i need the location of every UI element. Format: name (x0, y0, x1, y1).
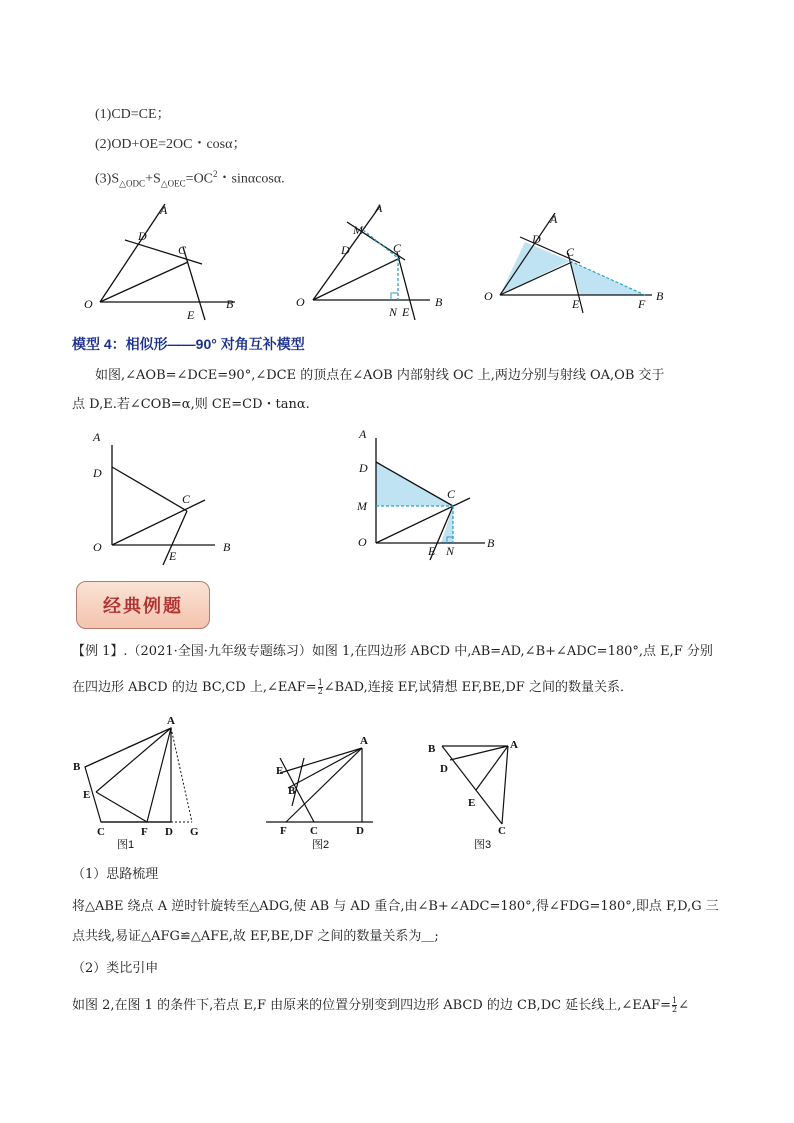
label-O: O (358, 535, 367, 549)
label-A: A (360, 735, 368, 747)
top-figure-2 (285, 192, 455, 327)
label-D: D (440, 763, 448, 775)
label-D: D (359, 461, 368, 475)
label-C: C (566, 245, 575, 259)
label-E: E (83, 789, 91, 801)
label-A: A (359, 427, 367, 441)
label-E: E (187, 308, 195, 322)
label-A: A (167, 715, 175, 727)
label-A: A (93, 430, 101, 444)
top-figure-1 (70, 192, 260, 327)
label-C: C (447, 487, 456, 501)
classic-examples-badge: 经典例题 (76, 581, 210, 629)
formula-3: $(3)S_{\triangle ODC}+S_{\triangle OEC}=OC^2$・sinαcosα. (95, 169, 285, 189)
label-A: A (375, 201, 383, 215)
model4-desc-line2: 点 D,E.若∠COB=α,则 CE=CD・tanα. (72, 397, 310, 412)
figure-caption-3: 图3 (474, 839, 492, 851)
label-A: A (550, 212, 558, 226)
label-B: B (73, 761, 81, 773)
label-O: O (84, 297, 93, 311)
label-C: C (310, 825, 318, 837)
label-B: B (435, 295, 443, 309)
fraction-half: $\frac{1}{2}$ (672, 996, 678, 1014)
part2-line1: 如图 2,在图 1 的条件下,若点 E,F 由原来的位置分别变到四边形 ABCD 的边 CB,DC 延长线上,∠EAF= $\frac{1}{2}$ ∠ (72, 996, 690, 1014)
label-D: D (356, 825, 364, 837)
label-C: C (97, 826, 105, 838)
label-N: N (389, 305, 398, 319)
formula-2: (2)OD+OE=2OC・cosα； (95, 137, 247, 152)
label-D: D (138, 229, 147, 243)
label-B: B (288, 785, 296, 797)
label-D: D (93, 466, 102, 480)
example-figure-1 (65, 710, 215, 855)
example-figure-3 (420, 730, 530, 855)
label-C: C (182, 492, 191, 506)
label-D: D (532, 232, 541, 246)
label-A: A (510, 739, 518, 751)
mid-figure-1 (85, 425, 250, 570)
label-B: B (487, 536, 495, 550)
label-O: O (296, 295, 305, 309)
label-F: F (280, 825, 287, 837)
example1-line1: 【例 1】.（2021·全国·九年级专题练习）如图 1,在四边形 ABCD 中,AB=AD,∠B+∠ADC=180°,点 E,F 分别 (72, 644, 713, 659)
mid-figure-2 (350, 420, 505, 565)
label-F: F (638, 297, 646, 311)
label-O: O (484, 289, 493, 303)
label-M: M (357, 499, 367, 513)
label-B: B (223, 540, 231, 554)
part2-heading: （2）类比引申 (72, 961, 159, 976)
label-N: N (446, 544, 455, 558)
fraction-half: $\frac{1}{2}$ (317, 678, 323, 696)
label-C: C (393, 241, 402, 255)
label-O: O (93, 540, 102, 554)
top-figure-3 (480, 205, 680, 320)
label-E: E (276, 765, 284, 777)
label-F: F (141, 826, 148, 838)
label-C: C (178, 243, 187, 257)
label-B: B (226, 297, 234, 311)
label-E: E (428, 544, 436, 558)
label-E: E (402, 305, 410, 319)
formula-1: (1)CD=CE； (95, 107, 171, 122)
part1-heading: （1）思路梳理 (72, 867, 159, 882)
model4-title: 模型 4：相似形——90° 对角互补模型 (72, 336, 305, 352)
example-figure-2 (258, 728, 383, 856)
label-E: E (169, 549, 177, 563)
label-B: B (428, 743, 436, 755)
label-G: G (190, 826, 199, 838)
label-E: E (468, 797, 476, 809)
model4-desc-line1: 如图,∠AOB=∠DCE=90°,∠DCE 的顶点在∠AOB 内部射线 OC 上,两边分别与射线 OA,OB 交于 (95, 368, 665, 383)
label-E: E (572, 297, 580, 311)
example1-line2: 在四边形 ABCD 的边 BC,CD 上,∠EAF= $\frac{1}{2}$ ∠BAD,连接 EF,试猜想 EF,BE,DF 之间的数量关系． (72, 678, 633, 696)
label-D: D (341, 243, 350, 257)
label-D: D (165, 826, 173, 838)
label-A: A (160, 203, 168, 217)
label-C: C (498, 825, 506, 837)
figure-caption-1: 图1 (117, 839, 135, 851)
label-B: B (656, 289, 664, 303)
part1-line2: 点共线,易证△AFG≌△AFE,故 EF,BE,DF 之间的数量关系为＿; (72, 929, 439, 944)
label-M: M (353, 223, 363, 237)
figure-caption-2: 图2 (312, 839, 330, 851)
part1-line1: 将△ABE 绕点 A 逆时针旋转至△ADG,使 AB 与 AD 重合,由∠B+∠ADC=180°,得∠FDG=180°,即点 F,D,G 三 (72, 899, 719, 914)
